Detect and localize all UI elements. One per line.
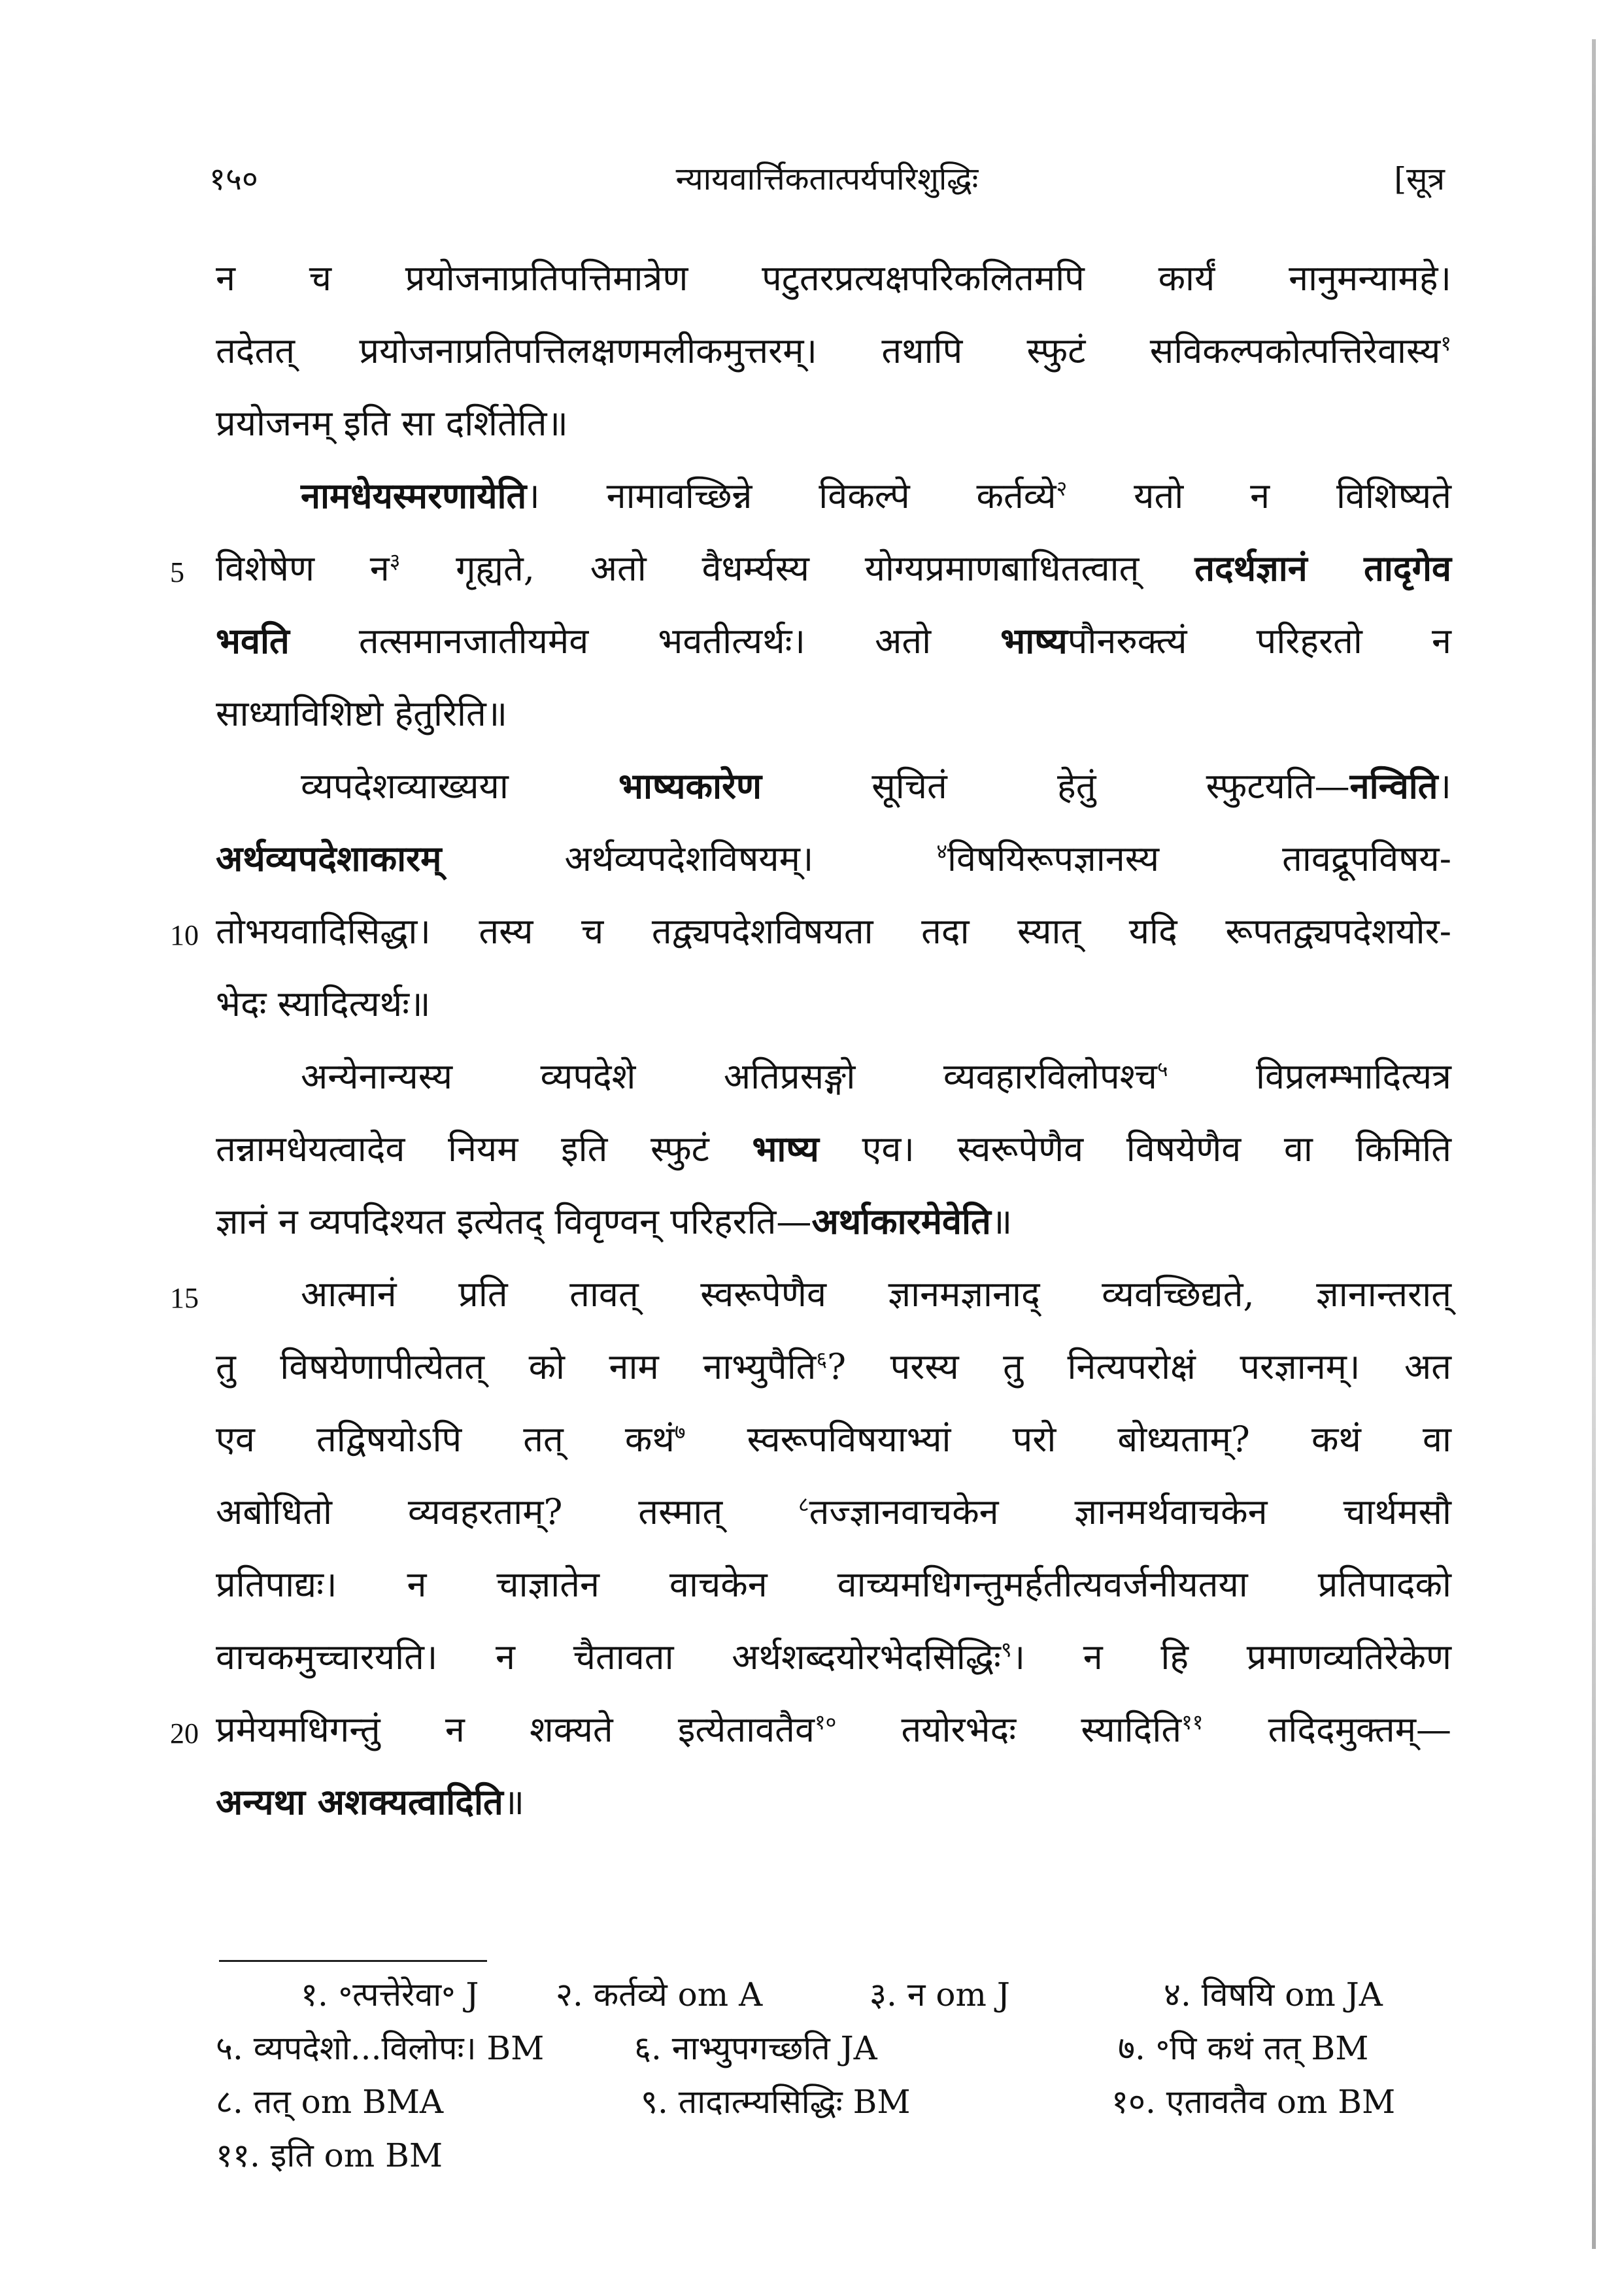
- bold-lemma: नामधेयस्मरणायेति: [301, 475, 527, 516]
- text-line: [170, 1693, 1452, 1766]
- text-run: अन्येनान्यस्य व्यपदेशे अतिप्रसङ्गो व्यवहारविलोपश्च: [301, 1056, 1157, 1097]
- line-number: 10: [170, 919, 199, 951]
- footnote-ref: ७: [674, 1419, 686, 1444]
- text-line: [170, 1258, 1451, 1330]
- text-run: पौनरुक्त्यं परिहरतो न: [1067, 620, 1451, 662]
- text-line: [216, 1766, 1451, 1838]
- text-run: वाचकमुच्चारयति। न चैतावता अर्थशब्दयोरभेदसिद्धिः: [216, 1636, 1001, 1678]
- text-line: [216, 1040, 1451, 1113]
- text-line: [170, 532, 1451, 605]
- footnote-row: [216, 2021, 1451, 2075]
- footnote-rule: [219, 1960, 487, 1962]
- text-run: प्रमेयमधिगन्तुं न शक्यते इत्येतावतैव: [216, 1709, 815, 1750]
- bold-lemma: अर्थव्यपदेशाकारम्: [216, 837, 442, 879]
- running-header: [209, 157, 1445, 209]
- bold-lemma: भवति: [216, 620, 290, 662]
- line-number: 15: [170, 1282, 199, 1314]
- footnote-row: [216, 2075, 1451, 2129]
- footnote-ref: ३: [389, 549, 401, 573]
- footnote-ref: १०: [814, 1710, 837, 1734]
- text-run: एव तद्विषयोऽपि तत् कथं: [216, 1419, 675, 1460]
- text-line: [216, 387, 1451, 460]
- text-line: [216, 605, 1451, 677]
- text-run: । नामावच्छिन्ने विकल्पे कर्तव्ये: [526, 475, 1056, 516]
- text-run: गृह्यते, अतो वैधर्म्यस्य योग्यप्रमाणबाधितत्वात्: [400, 548, 1195, 589]
- text-run: ? परस्य तु नित्यपरोक्षं परज्ञानम्। अत: [827, 1346, 1451, 1387]
- footnote-row: [216, 1968, 1451, 2021]
- text-run: सूचितं हेतुं स्फुटयति—: [762, 766, 1350, 807]
- text-line: [216, 242, 1451, 314]
- footnote: १०. एतावतैव om BM: [1111, 2083, 1396, 2121]
- line-number: 5: [170, 556, 184, 588]
- text-run: आत्मानं प्रति तावत् स्वरूपेणैव ज्ञानमज्ञानाद् व्यवच्छिद्यते, ज्ञानान्तरात्: [301, 1274, 1451, 1315]
- footnote: ३. न om J: [870, 1976, 1010, 2014]
- text-run: ज्ञानं न व्यपदिश्यत इत्येतद् विवृण्वन् परिहरति—: [216, 1201, 812, 1242]
- text-run: व्यपदेशव्याख्यया: [301, 766, 619, 807]
- text-run: विप्रलम्भादित्यत्र: [1168, 1056, 1451, 1097]
- text-run: तयोरभेदः स्यादिति: [836, 1709, 1182, 1750]
- text-run: तोभयवादिसिद्धा। तस्य च तद्व्यपदेशविषयता तदा स्यात् यदि रूपतद्व्यपदेशयोर-: [216, 911, 1451, 952]
- text-line: [216, 750, 1451, 822]
- text-run: भेदः स्यादित्यर्थः॥: [216, 983, 431, 1024]
- text-run: तज्ज्ञानवाचकेन ज्ञानमर्थवाचकेन चार्थमसौ: [809, 1491, 1452, 1532]
- text-line: [216, 677, 1451, 750]
- text-run: । न हि प्रमाणव्यतिरेकेण: [1011, 1636, 1451, 1678]
- text-run: तदेतत् प्रयोजनाप्रतिपत्तिलक्षणमलीकमुत्तरम्। तथापि स्फुटं सविकल्पकोत्पत्तिरेवास्य: [216, 330, 1441, 371]
- text-run: ॥: [503, 1781, 525, 1823]
- bold-lemma: भाष्यकारेण: [618, 765, 762, 807]
- text-line: [216, 1476, 1451, 1548]
- footnote-ref: ४: [936, 839, 948, 864]
- text-run: एव। स्वरूपेणैव विषयेणैव वा किमिति: [819, 1128, 1452, 1170]
- footnote-ref: ९: [1000, 1637, 1012, 1662]
- footnote: ७. ॰पि कथं तत् BM: [1118, 2029, 1369, 2067]
- main-text: [170, 242, 1452, 1838]
- text-run: प्रतिपाद्यः। न चाज्ञातेन वाचकेन वाच्यमधिगन्तुमर्हतीत्यवर्जनीयतया प्रतिपादको: [216, 1564, 1451, 1605]
- text-run: न च प्रयोजनाप्रतिपत्तिमात्रेण पटुतरप्रत्यक्षपरिकलितमपि कार्यं नानुमन्यामहे।: [216, 258, 1451, 299]
- footnote-ref: ८: [798, 1492, 809, 1517]
- footnote: ६. नाभ्युपगच्छति JA: [634, 2029, 877, 2067]
- footnote-ref: २: [1056, 476, 1068, 501]
- text-run: स्वरूपविषयाभ्यां परो बोध्यताम्? कथं वा: [685, 1419, 1451, 1460]
- footnote-ref: ६: [816, 1347, 828, 1372]
- footnotes: [216, 1968, 1451, 2182]
- page-edge: [1592, 39, 1596, 2249]
- bold-lemma: अन्यथा अशक्यत्वादिति: [216, 1781, 503, 1823]
- text-run: अर्थव्यपदेशविषयम्।: [441, 838, 937, 879]
- running-title: न्यायवार्त्तिकतात्पर्यपरिशुद्धिः: [675, 161, 979, 197]
- text-run: विषयिरूपज्ञानस्य तावद्रूपविषय-: [947, 838, 1451, 879]
- footnote: ४. विषयि om JA: [1164, 1976, 1383, 2014]
- text-line: [216, 1403, 1451, 1476]
- text-run: ।: [1438, 766, 1451, 807]
- bold-lemma: अर्थाकारमेवेति: [811, 1200, 991, 1242]
- footnote: ११. इति om BM: [216, 2136, 443, 2174]
- text-run: तदिदमुक्तम्—: [1203, 1709, 1452, 1750]
- footnote-ref: ५: [1157, 1056, 1168, 1081]
- footnote-ref: १: [1440, 331, 1451, 356]
- footnote: १. ॰त्पत्तेरेवा॰ J: [301, 1976, 479, 2014]
- text-run: तन्नामधेयत्वादेव नियम इति स्फुटं: [216, 1128, 752, 1170]
- text-line: [216, 460, 1451, 532]
- footnote: २. कर्तव्ये om A: [556, 1976, 763, 2014]
- text-line: [216, 1330, 1451, 1403]
- text-run: अबोधितो व्यवहरताम्? तस्मात्: [216, 1491, 799, 1532]
- text-run: तु विषयेणापीत्येतत् को नाम नाभ्युपैति: [216, 1346, 817, 1387]
- footnote: ८. तत् om BMA: [216, 2083, 444, 2121]
- text-line: [216, 1548, 1451, 1621]
- text-run: प्रयोजनम् इति सा दर्शितेति॥: [216, 403, 568, 444]
- text-line: [216, 314, 1451, 387]
- text-run: तत्समानजातीयमेव भवतीत्यर्थः। अतो: [289, 620, 1001, 662]
- text-run: ॥: [990, 1201, 1013, 1242]
- bold-lemma: तदर्थज्ञानं तादृगेव: [1194, 547, 1451, 589]
- footnote: ५. व्यपदेशो...विलोपः। BM: [216, 2029, 545, 2067]
- text-run: विशेषेण न: [216, 548, 390, 589]
- line-number: 20: [170, 1717, 199, 1749]
- text-line: [216, 1185, 1451, 1258]
- bold-lemma: भाष्य: [752, 1128, 819, 1170]
- text-line: [216, 1621, 1451, 1693]
- text-run: साध्याविशिष्टो हेतुरिति॥: [216, 693, 508, 734]
- text-line: [216, 1113, 1451, 1185]
- bold-lemma: नन्विति: [1349, 765, 1438, 807]
- footnote: ९. तादात्म्यसिद्धिः BM: [641, 2083, 911, 2121]
- section-marker: [सूत्र: [1394, 161, 1445, 197]
- text-line: [216, 968, 1451, 1040]
- page-number: १५०: [209, 161, 258, 197]
- footnote-row: [216, 2129, 1451, 2182]
- text-run: यतो न विशिष्यते: [1067, 475, 1451, 516]
- bold-lemma: भाष्य: [1000, 620, 1068, 662]
- text-line: [170, 895, 1451, 968]
- footnote-ref: ११: [1181, 1710, 1204, 1734]
- text-line: [216, 822, 1451, 895]
